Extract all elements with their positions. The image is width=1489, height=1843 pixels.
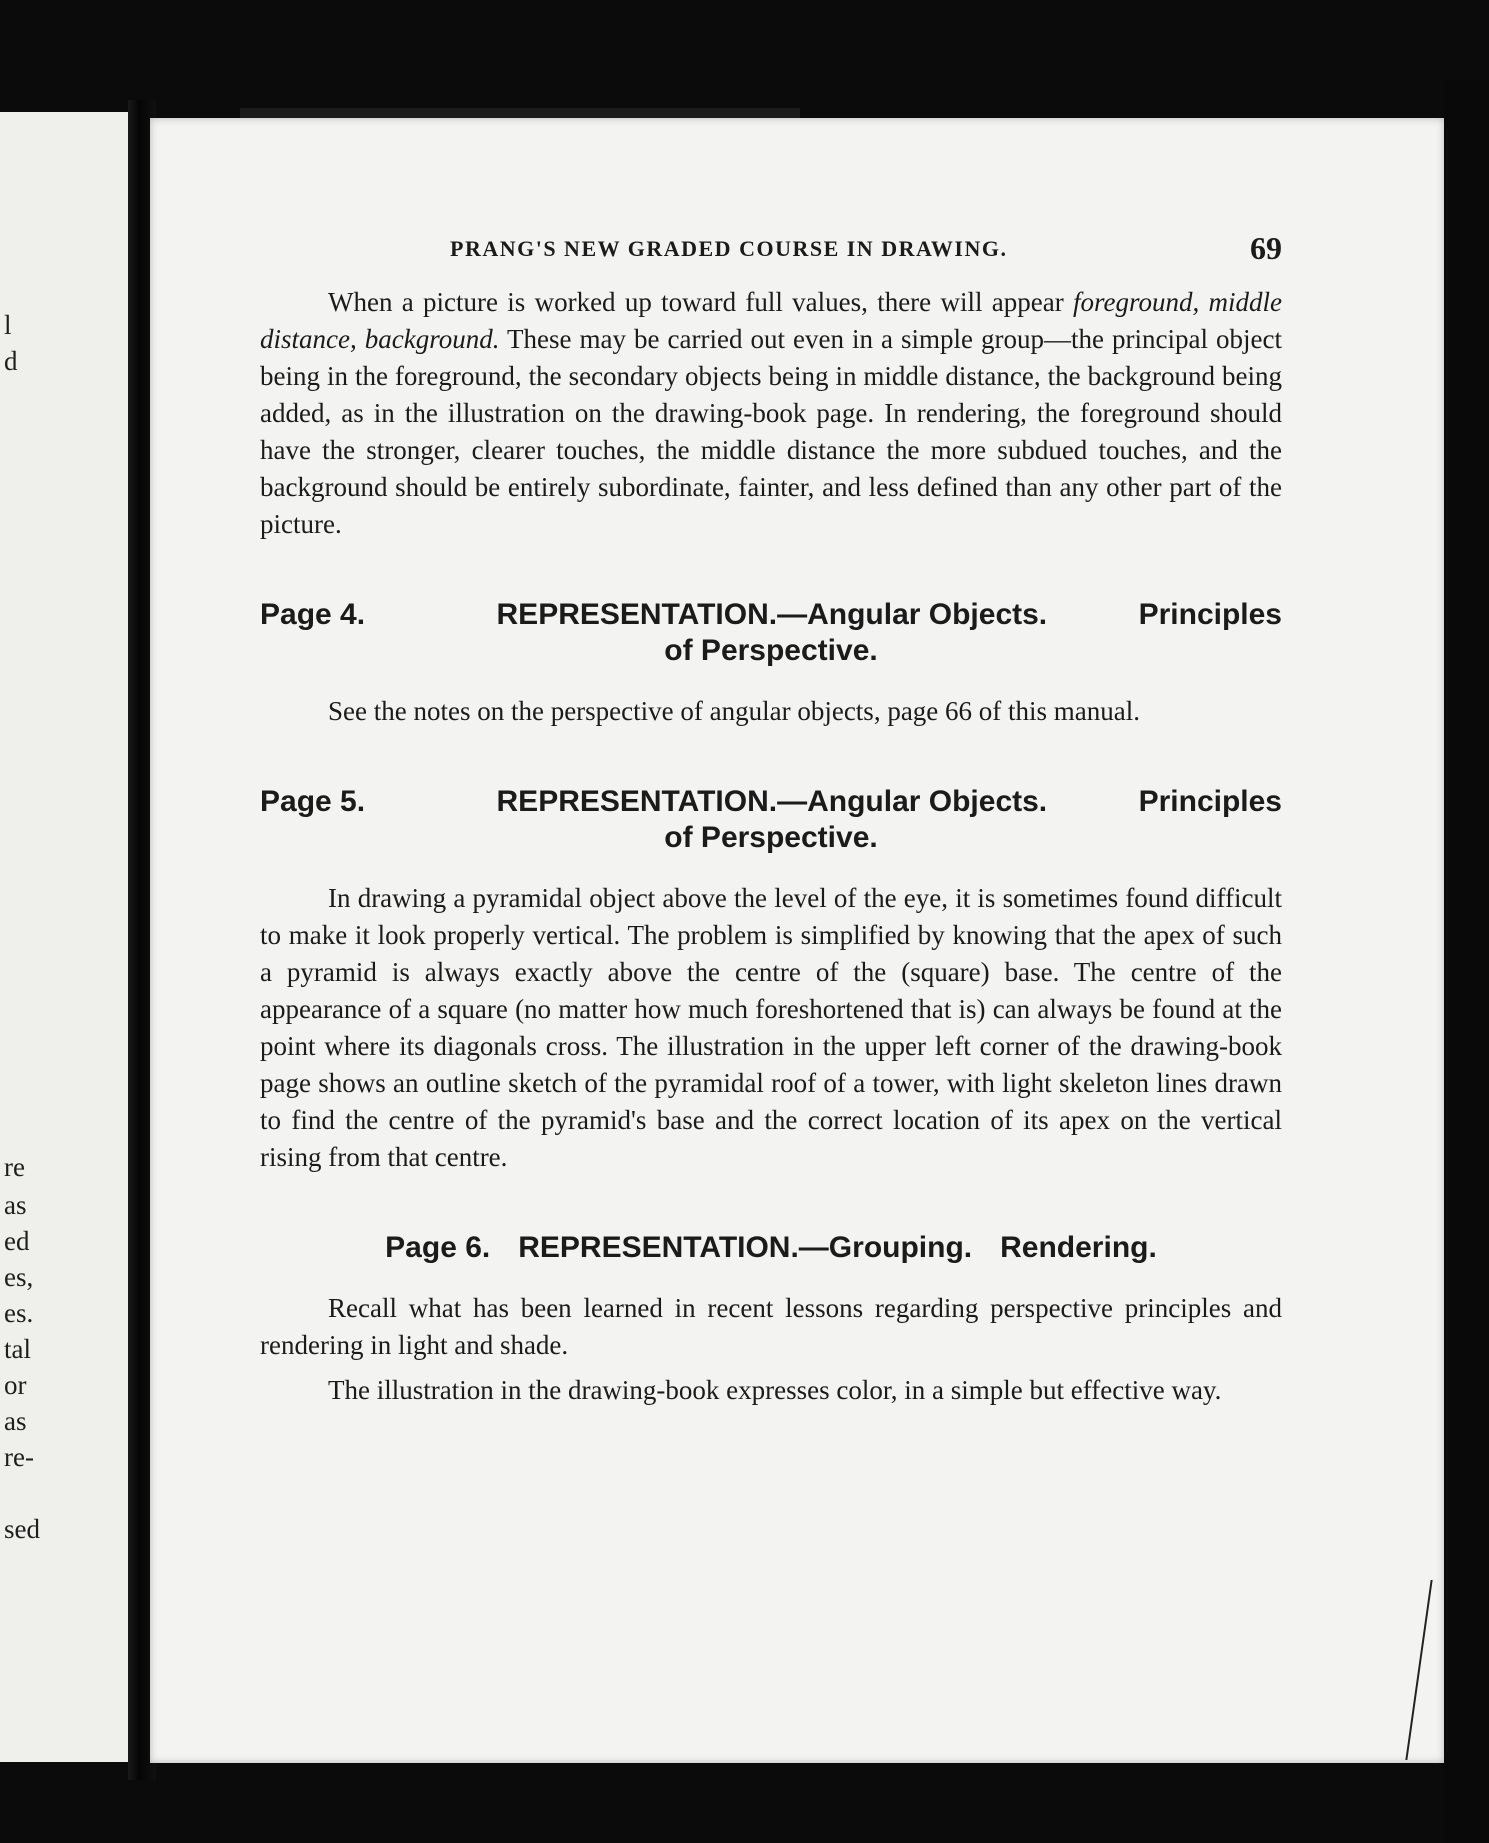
scan-edge: [1444, 80, 1489, 1843]
section-heading-main: REPRESENTATION.—Angular Objects.: [496, 785, 1048, 818]
section-page-label: Page 5.: [260, 785, 366, 818]
section-page-label: Page 6.: [385, 1231, 491, 1264]
fragment-text: as: [4, 1190, 27, 1220]
section-heading-tail: Rendering.: [1000, 1231, 1157, 1264]
section-page-4: [260, 597, 1282, 730]
page-edge-shadow: [240, 108, 800, 118]
fragment-text: tal: [4, 1334, 31, 1364]
section-page-6: [260, 1230, 1282, 1409]
section-heading-line2: of Perspective.: [664, 821, 878, 854]
fragment-text: or: [4, 1370, 27, 1400]
intro-italic-terms: foreground, middle distance, background.: [260, 287, 1283, 354]
fragment-text: l: [4, 310, 12, 340]
section-paragraph: See the notes on the perspective of angular objects, page 66 of this manual.: [328, 696, 1141, 726]
page-content: [260, 230, 1282, 1409]
fragment-text: es.: [4, 1298, 34, 1328]
section-paragraph: Recall what has been learned in recent lessons regarding perspective principles and rendering in light and shade.: [260, 1293, 1282, 1360]
section-heading-tail: Principles: [1138, 785, 1282, 818]
page-number: 69: [1250, 230, 1282, 266]
section-paragraph: The illustration in the drawing-book expresses color, in a simple but effective way.: [328, 1375, 1222, 1405]
section-paragraph: In drawing a pyramidal object above the level of the eye, it is sometimes found difficult to make it look properly vertical. The problem is simplified by knowing that the apex of such a pyramid is always exactly above the centre of the (square) base. The centre of the appearance of a square (no matter how much foreshortened that is) can always be found at the point where its diagonals cross. The illustration in the upper left corner of the drawing-book page shows an outline sketch of the pyramidal roof of a tower, with light skeleton lines drawn to find the centre of the pyramid's base and the correct location of its apex on the vertical rising from that centre.: [260, 883, 1282, 1172]
fragment-text: sed: [4, 1514, 40, 1544]
fragment-text: d: [4, 346, 18, 376]
fragment-text: es,: [4, 1262, 34, 1292]
section-heading-line2: of Perspective.: [664, 634, 878, 667]
section-page-label: Page 4.: [260, 598, 366, 631]
intro-lead: When a picture is worked up toward full values, there will appear: [328, 287, 1064, 317]
fragment-text: re: [4, 1152, 25, 1182]
running-head-title: PRANG'S NEW GRADED COURSE IN DRAWING.: [450, 236, 1008, 261]
section-heading: [260, 784, 1282, 856]
section-heading: [260, 1230, 1282, 1266]
fragment-text: ed: [4, 1226, 30, 1256]
intro-rest: These may be carried out even in a simple group—the principal object being in the foreground, the secondary objects being in middle distance, the background being added, as in the illustration on the drawing-book page. In rendering, the foreground should have the stronger, clearer touches, the middle distance the more subdued touches, and the background should be entirely subordinate, fainter, and less defined than any other part of the picture.: [260, 324, 1283, 539]
intro-paragraph: [260, 284, 1282, 543]
fragment-text: re-: [4, 1442, 34, 1472]
section-heading-main: REPRESENTATION.—Grouping.: [518, 1231, 973, 1264]
section-heading: [260, 597, 1282, 669]
running-head: [260, 230, 1282, 274]
section-heading-main: REPRESENTATION.—Angular Objects.: [496, 598, 1048, 631]
section-page-5: [260, 784, 1282, 1176]
section-heading-tail: Principles: [1138, 598, 1282, 631]
previous-page-fragment: [0, 112, 136, 1762]
fragment-text: as: [4, 1406, 27, 1436]
